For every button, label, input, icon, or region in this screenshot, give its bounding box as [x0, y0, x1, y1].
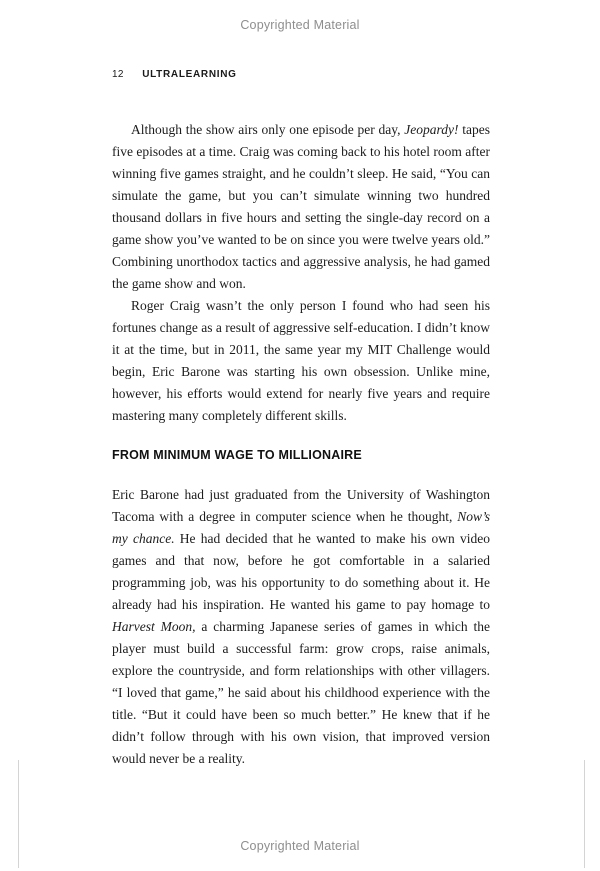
text-segment: He had decided that he wanted to make his own video games and that now, before he got comfortable in a salaried programming job, was his opportunity to do something about it. He already had his inspiration. He wanted his game to pay homage to: [112, 531, 490, 612]
text-segment: tapes five episodes at a time. Craig was coming back to his hotel room after winning five games straight, and he couldn’t sleep. He said, “You can simulate the game, but you can’t simulate winning two hundred thousand dollars in five hours and setting the single-day record on a game show you’ve wanted to be on since you were twelve years old.” Combining unorthodox tactics and aggressive analysis, he had gamed the game show and won.: [112, 122, 490, 291]
text-segment: Eric Barone had just graduated from the University of Washington Tacoma with a degree in computer science when he thought,: [112, 487, 490, 524]
text-segment: a charming Japanese series of games in which the player must build a successful farm: grow crops, raise animals, explore the countryside, and form relationships with other villagers. “I loved that game,” he said about his childhood experience with the title. “But it could have been so much better.” He knew that if he didn’t follow through with his own vision, that improved version would never be a reality.: [112, 619, 490, 766]
text-segment: Although the show airs only one episode per day,: [131, 122, 405, 137]
body-paragraph: [112, 295, 490, 427]
section-heading: FROM MINIMUM WAGE TO MILLIONAIRE: [112, 448, 362, 462]
page-number: 12: [112, 69, 124, 80]
paragraphs-before-heading: [112, 119, 490, 427]
paragraphs-after-heading: [112, 484, 490, 770]
body-paragraph: [112, 119, 490, 295]
running-header: [112, 64, 237, 82]
italic-phrase: Jeopardy!: [404, 122, 459, 137]
running-head-title: ULTRALEARNING: [142, 69, 237, 80]
italic-phrase: Now’s my chance.: [112, 509, 490, 546]
copyright-notice-bottom: Copyrighted Material: [240, 839, 360, 853]
copyright-notice-top: Copyrighted Material: [240, 18, 360, 32]
body-text-block: [112, 119, 490, 770]
text-segment: Roger Craig wasn’t the only person I found who had seen his fortunes change as a result of aggressive self-education. I didn’t know it at the time, but in 2011, the same year my MIT Challenge would begin, Eric Barone was starting his own obsession. Unlike mine, however, his efforts would extend for nearly five years and require mastering many completely different skills.: [112, 298, 491, 423]
italic-phrase: Harvest Moon,: [112, 619, 196, 634]
body-paragraph: [112, 484, 490, 770]
